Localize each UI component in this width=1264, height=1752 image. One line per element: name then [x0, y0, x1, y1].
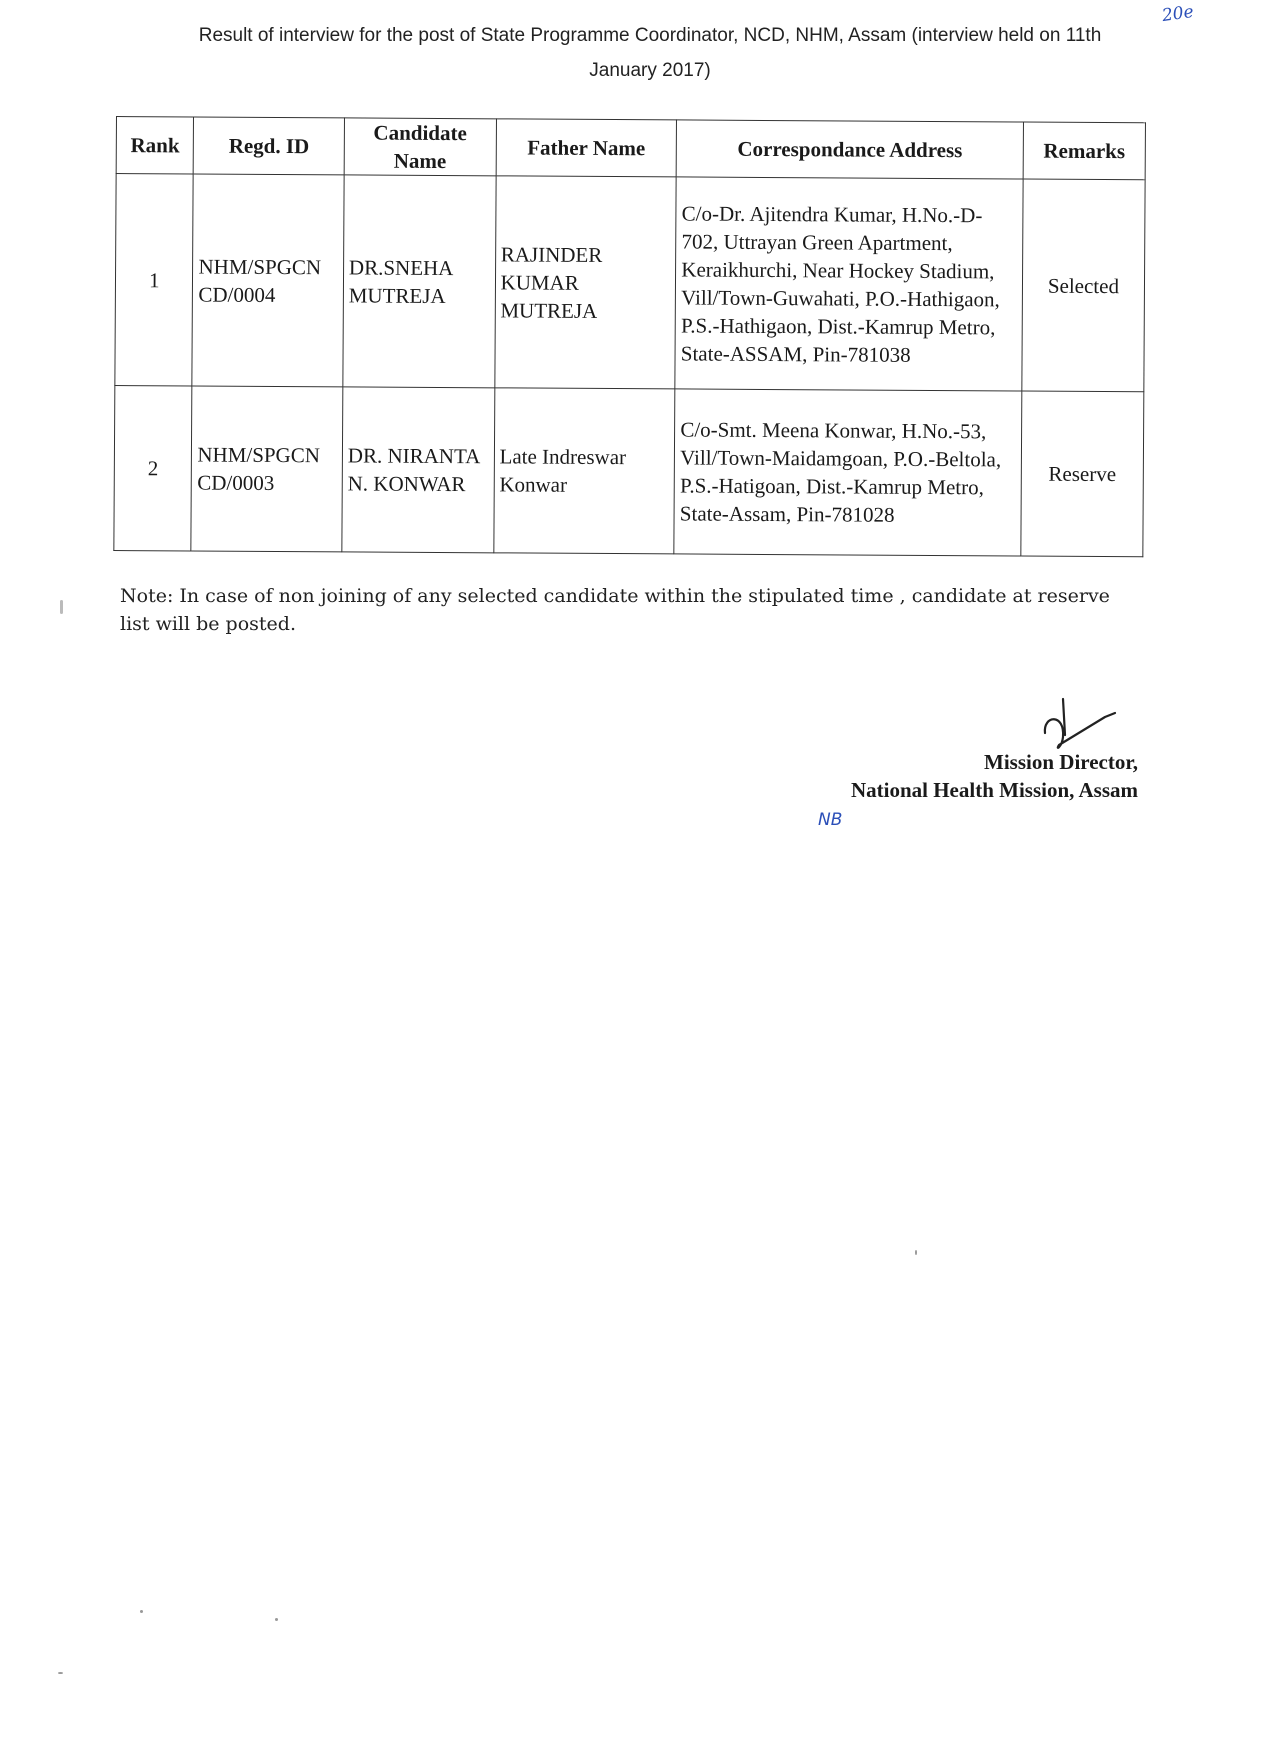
header-remarks: Remarks	[1023, 122, 1145, 180]
results-table	[113, 116, 1146, 557]
signature-block	[800, 690, 1150, 840]
cell-remarks: Reserve	[1021, 391, 1144, 557]
cell-candidate-name: DR.SNEHA MUTREJA	[343, 175, 496, 388]
signatory-organization: National Health Mission, Assam	[850, 778, 1138, 802]
cell-rank: 1	[115, 174, 194, 386]
cell-address: C/o-Dr. Ajitendra Kumar, H.No.-D-702, Uttrayan Green Apartment, Keraikhurchi, Near Hockey Stadium, Vill/Town-Guwahati, P.O.-Hathigaon, P.S.-Hathigaon, Dist.-Kamrup Metro, State-ASSAM, Pin-781038	[675, 177, 1023, 391]
table-row	[115, 174, 1145, 392]
document-title	[120, 18, 1180, 88]
scan-speck	[140, 1610, 143, 1613]
header-rank: Rank	[116, 117, 194, 174]
header-regd-id: Regd. ID	[194, 117, 345, 175]
cell-regd-id: NHM/SPGCN CD/0003	[191, 386, 342, 552]
scan-speck	[915, 1250, 917, 1255]
cell-regd-id: NHM/SPGCN CD/0004	[192, 174, 344, 387]
title-line-2: January 2017)	[589, 60, 711, 81]
cell-father-name: Late Indreswar Konwar	[493, 388, 675, 554]
handwritten-initials: NB	[818, 810, 843, 830]
table-row	[114, 385, 1144, 556]
scan-speck	[275, 1618, 278, 1621]
cell-remarks: Selected	[1022, 179, 1145, 392]
scan-speck	[60, 600, 63, 614]
signatory-designation: Mission Director,	[984, 750, 1138, 774]
header-father-name: Father Name	[496, 119, 677, 177]
header-candidate-name: Candidate Name	[344, 118, 496, 176]
scan-speck	[58, 1672, 63, 1674]
cell-rank: 2	[114, 385, 192, 550]
cell-candidate-name: DR. NIRANTA N. KONWAR	[342, 387, 495, 553]
header-address: Correspondance Address	[676, 120, 1023, 179]
handwritten-annotation: 20e	[1160, 1, 1195, 27]
title-line-1: Result of interview for the post of State Programme Coordinator, NCD, NHM, Assam (interview held on 11th	[198, 25, 1102, 46]
cell-father-name: RAJINDER KUMAR MUTREJA	[494, 176, 676, 389]
note-text: Note: In case of non joining of any selected candidate within the stipulated time , candidate at reserve list will be posted.	[120, 585, 1110, 635]
cell-address: C/o-Smt. Meena Konwar, H.No.-53, Vill/Town-Maidamgoan, P.O.-Beltola, P.S.-Hatigoan, Dist.-Kamrup Metro, State-Assam, Pin-781028	[674, 389, 1022, 556]
table-header-row	[116, 117, 1145, 180]
